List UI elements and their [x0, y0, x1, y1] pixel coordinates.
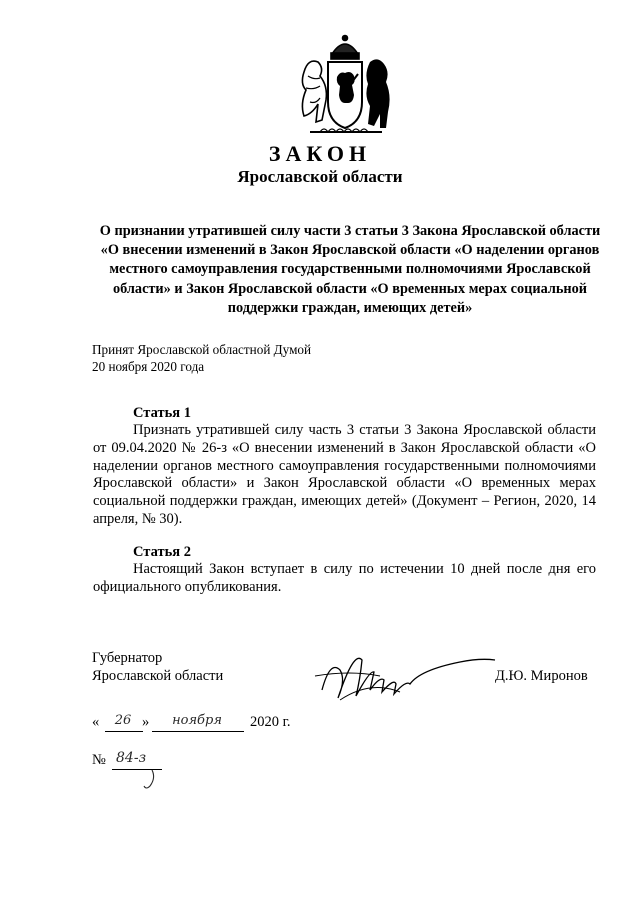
signing-date — [92, 712, 312, 742]
date-month-underline — [152, 731, 244, 732]
crown-icon — [331, 36, 359, 60]
coat-of-arms-emblem — [290, 32, 400, 144]
date-open-quote: « — [92, 714, 100, 730]
adoption-note — [92, 341, 311, 375]
date-day-handwritten: 26 — [114, 713, 132, 728]
bear-supporter-icon — [366, 59, 389, 128]
signatory-region: Ярославской области — [92, 668, 224, 684]
article-2-heading: Статья 2 — [133, 544, 191, 560]
adoption-body: Принят Ярославской областной Думой — [92, 342, 312, 357]
signatory-position: Губернатор — [92, 650, 163, 666]
lion-supporter-icon — [302, 61, 326, 122]
law-subject: О признании утратившей силу части 3 статьи 3 Закона Ярославской области «О внесении изменений в Закон Ярославской области «О наделении органов местного самоуправления государственными полномочиями Ярославской области» и Закон Ярославской области «О временных мерах социальной поддержки граждан, имеющих детей» — [99, 223, 601, 316]
article-1-heading: Статья 1 — [133, 405, 191, 421]
handwritten-signature — [310, 640, 500, 706]
article-2-text: Настоящий Закон вступает в силу по истечении 10 дней после дня его официального опубликования. — [93, 561, 596, 595]
date-year: 2020 г. — [250, 714, 291, 730]
number-sign: № — [92, 752, 106, 768]
law-title: ЗАКОН — [268, 141, 372, 166]
article-1-text: Признать утратившей силу часть 3 статьи 3 Закона Ярославской области от 09.04.2020 № 26-з «О внесении изменений в Закон Ярославской области «О наделении органов местного самоуправления государственными полномочиями Ярославской области» и Закон Ярославской области «О временных мерах социальной поддержки граждан, имеющих детей» (Документ – Регион, 2020, 14 апреля, № 30). — [93, 422, 596, 527]
signatory-title — [92, 649, 223, 685]
number-handwritten: 84-з — [116, 750, 147, 766]
date-month-handwritten: ноября — [172, 713, 222, 728]
adoption-date: 20 ноября 2020 года — [92, 359, 205, 374]
signatory-name: Д.Ю. Миронов — [495, 668, 588, 684]
region-title: Ярославской области — [237, 167, 403, 186]
date-day-underline — [105, 731, 143, 732]
date-close-quote: » — [142, 714, 150, 730]
number-tail-stroke — [142, 768, 162, 790]
law-number — [92, 752, 182, 792]
